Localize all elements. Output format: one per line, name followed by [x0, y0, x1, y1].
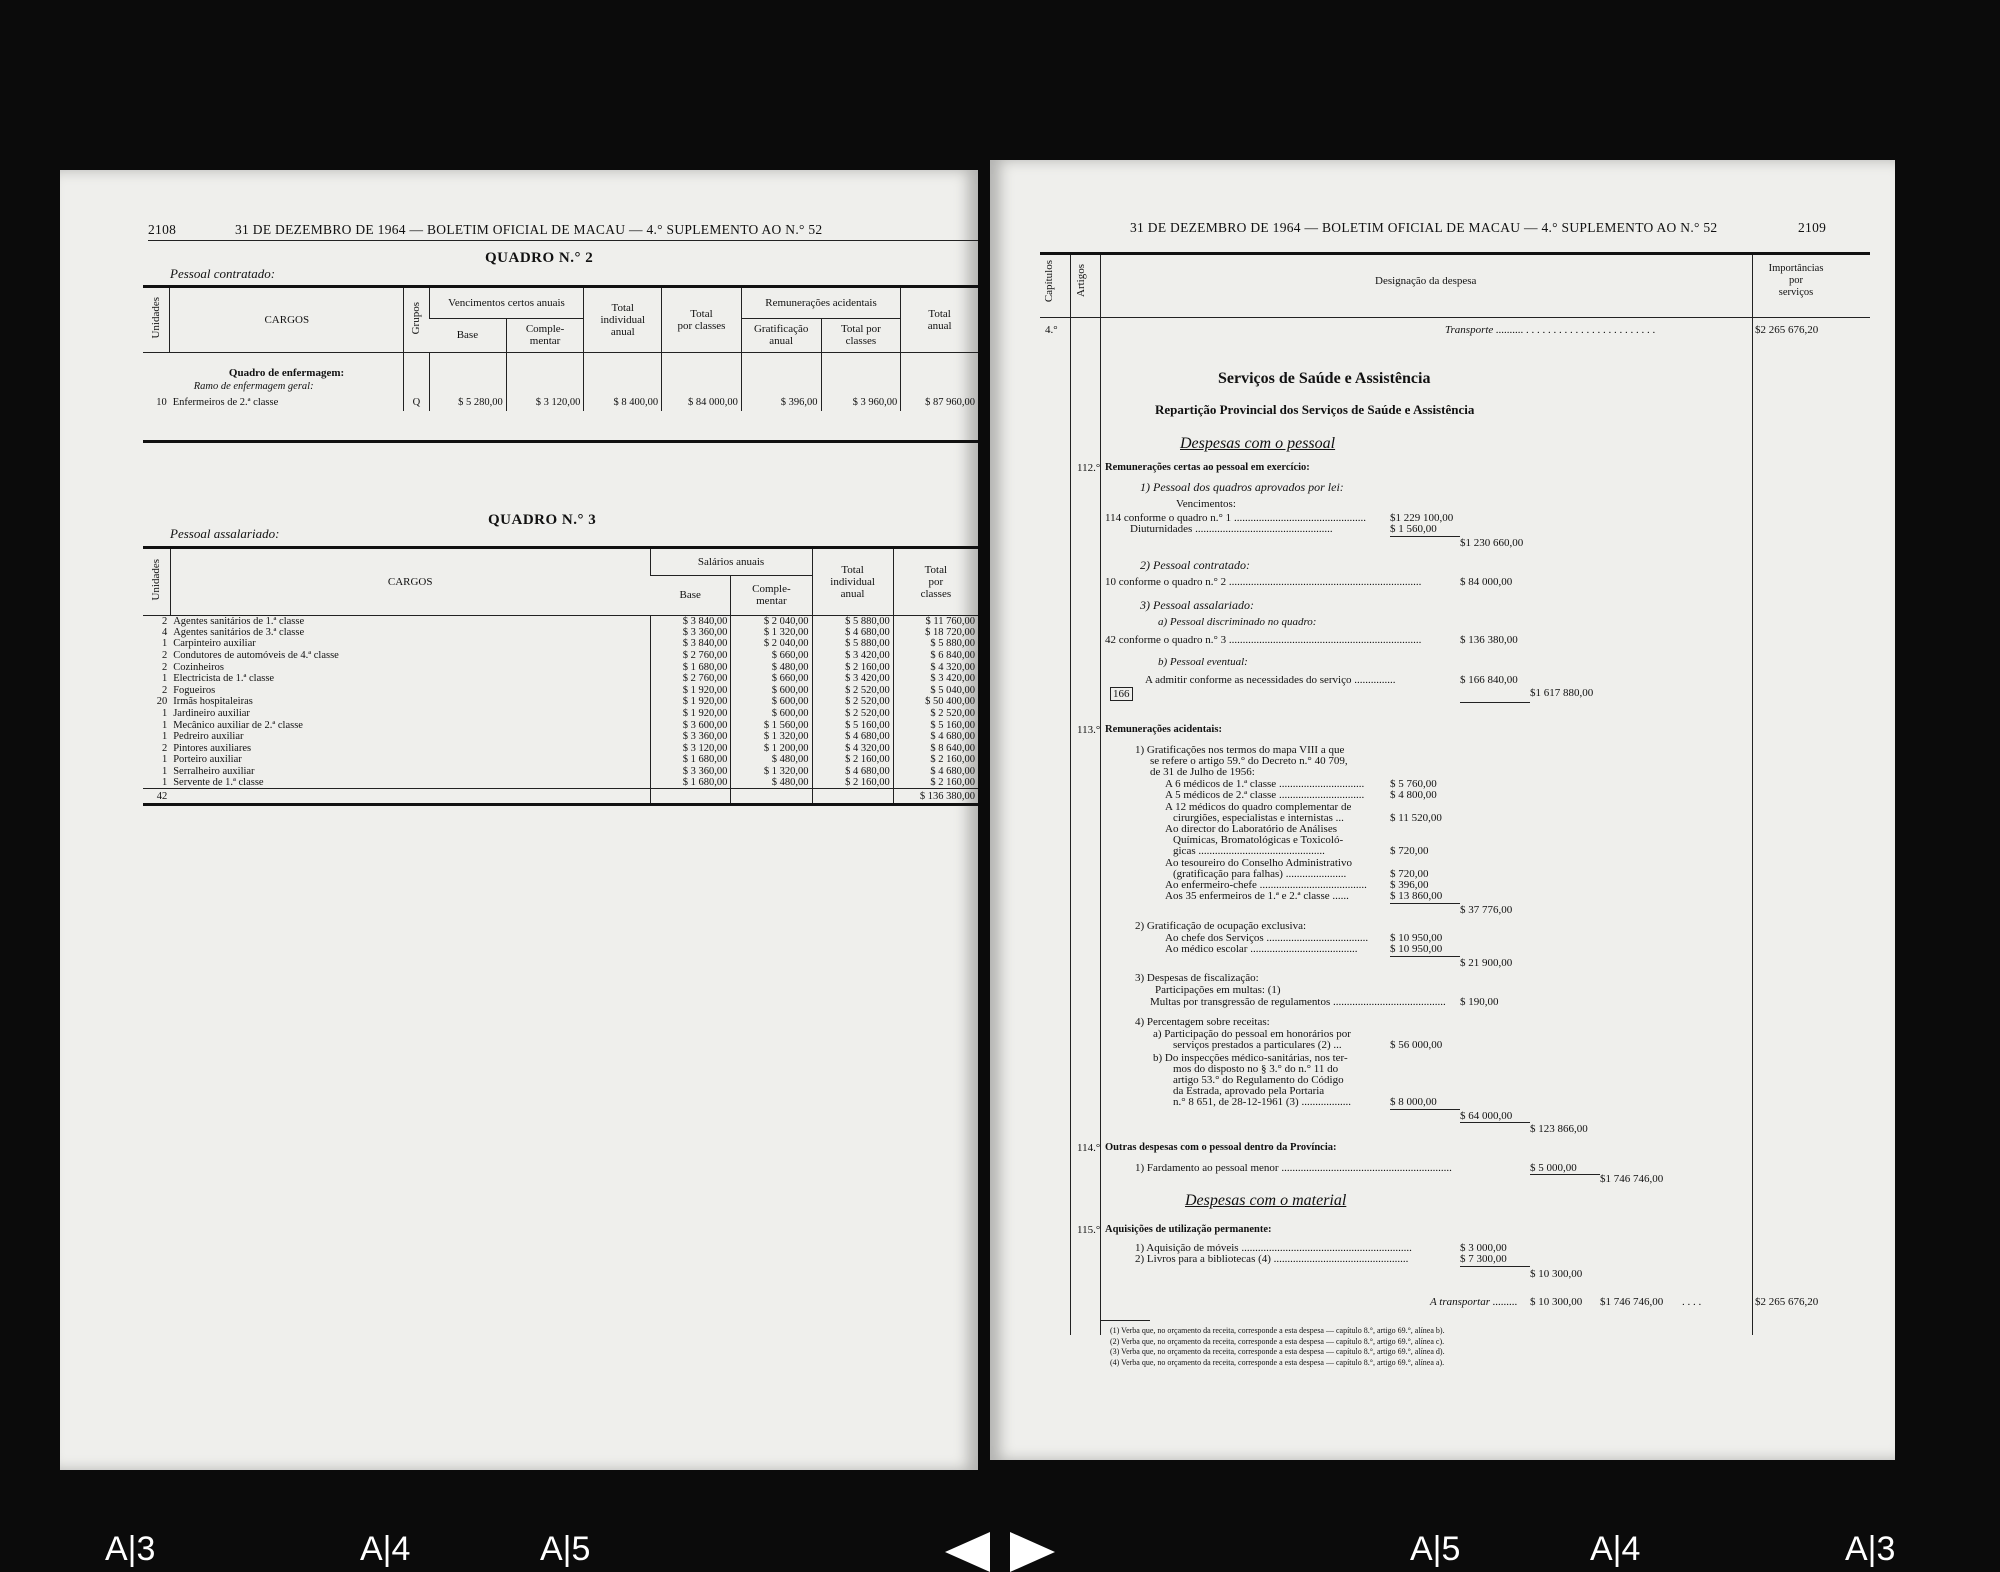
item: gicas ..............................................: [1173, 845, 1325, 857]
film-strip: [0, 1528, 2000, 1572]
cell-ti: $ 4 320,00: [812, 743, 893, 755]
item: Aos 35 enfermeiros de 1.ª e 2.ª classe ......: [1165, 890, 1349, 902]
quadro2-bottom-rule: [143, 440, 978, 443]
col-total-individual: Total individual anual: [584, 288, 662, 352]
table-row: [143, 743, 978, 755]
item: 2) Pessoal contratado:: [1140, 558, 1250, 572]
col-rule: [1752, 255, 1753, 1335]
article-number: 113.°: [1077, 724, 1101, 736]
amount: $ 4 800,00: [1390, 789, 1437, 801]
cell-tc: $ 2 160,00: [893, 777, 978, 789]
cell-empty: [812, 789, 893, 805]
left-page: [60, 170, 978, 1470]
cell-total: $ 136 380,00: [893, 789, 978, 805]
cell-u: 2: [161, 742, 168, 754]
cell-compl: $ 480,00: [731, 661, 812, 673]
item: 1) Aquisição de móveis ..............................................................: [1135, 1242, 1412, 1254]
item: 3) Despesas de fiscalização:: [1135, 972, 1259, 984]
amount: $ 396,00: [1390, 879, 1429, 891]
quadro3-title: QUADRO N.° 3: [488, 512, 597, 528]
item: Ao chefe dos Serviços .....................................: [1165, 932, 1369, 944]
amount: $ 13 860,00: [1390, 890, 1443, 902]
cell-ti: $ 5 880,00: [812, 638, 893, 650]
header-rule: [148, 240, 978, 241]
section-enfermagem: Quadro de enfermagem:: [228, 366, 345, 379]
cell-u: 1: [161, 777, 168, 789]
cell-tc: $ 2 160,00: [893, 754, 978, 766]
transporte-value: $2 265 676,20: [1755, 324, 1819, 336]
film-mark: A|5: [1410, 1530, 1461, 1568]
quadro2-subtitle: Pessoal contratado:: [170, 266, 276, 281]
footnote: (4) Verba que, no orçamento da receita, corresponde a esta despesa — capítulo 8.°, artigo 69.°, alínea a).: [1110, 1357, 1445, 1367]
cell-u: 1: [161, 673, 168, 685]
notes-rule: [1100, 1320, 1150, 1321]
cell-base: $ 1 920,00: [650, 685, 731, 697]
dots: . . . .: [1682, 1296, 1702, 1308]
cell-compl: $ 1 320,00: [731, 731, 812, 743]
col-total-classes: Total por classes: [893, 549, 978, 615]
cell-empty: [650, 789, 731, 805]
footnote: (3) Verba que, no orçamento da receita, corresponde a esta despesa — capítulo 8.°, artigo 69.°, alínea d).: [1110, 1347, 1445, 1356]
item: 42 conforme o quadro n.° 3 ......................................................................: [1105, 634, 1422, 646]
table-row: [143, 719, 978, 731]
item: 10 conforme o quadro n.° 2 ......................................................................: [1105, 576, 1422, 588]
item: artigo 53.° do Regulamento do Código: [1173, 1074, 1344, 1086]
item: 1) Fardamento ao pessoal menor ..............................................................: [1135, 1162, 1452, 1174]
table-row: [143, 708, 978, 720]
item: A 5 médicos de 2.ª classe ...............................: [1165, 789, 1365, 801]
sum-rule: [1390, 1109, 1460, 1110]
cell-compl: $ 600,00: [731, 708, 812, 720]
transporte-label: Transporte .......... . . . . . . . . . . . . . . . . . . . . . . . .: [1445, 324, 1656, 336]
cell-base: $ 1 680,00: [650, 777, 731, 789]
cell-base: $ 5 280,00: [429, 395, 506, 411]
section-title: Serviços de Saúde e Assistência: [1218, 370, 1431, 387]
cell-ti: $ 2 160,00: [812, 754, 893, 766]
right-page: [990, 160, 1895, 1460]
col-rule: [1100, 255, 1101, 1335]
cell-cargo: Cozinheiros: [173, 661, 224, 673]
cell-compl: $ 660,00: [731, 673, 812, 685]
col-salarios: Salários anuais: [650, 549, 812, 575]
cell-base: $ 3 840,00: [650, 615, 731, 627]
cell-ti: $ 2 520,00: [812, 696, 893, 708]
cell-cargo: Fogueiros: [173, 684, 216, 696]
film-mark: A|3: [1845, 1530, 1896, 1568]
sum-rule: [1460, 1122, 1530, 1123]
amount: $ 5 760,00: [1390, 778, 1437, 790]
capitulos-header: Capítulos: [1043, 260, 1055, 303]
sum-rule: [1460, 702, 1530, 703]
cell-total-unidades: 42: [156, 790, 168, 802]
quadro3-subtitle: Pessoal assalariado:: [170, 526, 280, 541]
cell-u: 4: [161, 626, 168, 638]
cell-base: $ 1 680,00: [650, 661, 731, 673]
item: A admitir conforme as necessidades do serviço ...............: [1145, 674, 1396, 686]
cell-cargo: Pedreiro auxiliar: [173, 731, 244, 743]
item: b) Do inspecções médico-sanitárias, nos ter-: [1153, 1052, 1348, 1064]
cell-u: 2: [161, 684, 168, 696]
cell-ti: $ 4 680,00: [812, 627, 893, 639]
table-row: [143, 731, 978, 743]
cell-tc: $ 6 840,00: [893, 650, 978, 662]
item: Diuturnidades ..................................................: [1130, 523, 1333, 535]
amount: $ 10 950,00: [1390, 932, 1443, 944]
arrow-left-icon: [945, 1532, 990, 1572]
cell-base: $ 1 680,00: [650, 754, 731, 766]
cell-ti: $ 5 880,00: [812, 615, 893, 627]
cell-compl: $ 1 200,00: [731, 743, 812, 755]
cell-cargo: Condutores de automóveis de 4.ª classe: [173, 650, 339, 662]
cell-ti: $ 3 420,00: [812, 650, 893, 662]
col-complementar: Comple- mentar: [506, 318, 584, 352]
amount: $ 136 380,00: [1460, 634, 1518, 646]
designacao-header: Designação da despesa: [1375, 275, 1477, 287]
item: Ao enfermeiro-chefe .......................................: [1165, 879, 1367, 891]
item: 2) Livros para a bibliotecas (4) .................................................: [1135, 1253, 1409, 1265]
cell-compl: $ 1 560,00: [731, 719, 812, 731]
amount: $ 720,00: [1390, 845, 1429, 857]
total-row: [143, 789, 978, 805]
quadro2-table: [143, 288, 978, 411]
col-cargos: CARGOS: [170, 549, 650, 615]
cell-cargo: Porteiro auxiliar: [173, 754, 242, 766]
amount: $ 11 520,00: [1390, 812, 1442, 824]
cell-tc: $ 4 680,00: [893, 731, 978, 743]
cell-u: 2: [161, 661, 168, 673]
table-row: [143, 673, 978, 685]
film-mark: A|4: [360, 1530, 411, 1568]
item: Multas por transgressão de regulamentos .........................................: [1150, 996, 1446, 1008]
sum-rule: [1530, 1174, 1600, 1175]
cell-base: $ 3 840,00: [650, 638, 731, 650]
cell-u: 1: [161, 708, 168, 720]
col-complementar: Comple- mentar: [731, 575, 812, 615]
article-title: Outras despesas com o pessoal dentro da Província:: [1105, 1142, 1337, 1153]
cell-cargo: Carpinteiro auxiliar: [173, 638, 256, 650]
cell-base: $ 3 600,00: [650, 719, 731, 731]
amount: $2 265 676,20: [1755, 1296, 1819, 1308]
item: Participações em multas: (1): [1155, 984, 1281, 996]
cell-tc: $ 50 400,00: [893, 696, 978, 708]
cell-ti: $ 4 680,00: [812, 766, 893, 778]
amount: $ 37 776,00: [1460, 904, 1513, 916]
cell-cargo: Jardineiro auxiliar: [173, 708, 250, 720]
amount: $ 10 300,00: [1530, 1268, 1583, 1280]
film-mark: A|4: [1590, 1530, 1641, 1568]
item: 166: [1110, 687, 1133, 701]
cell-u: 20: [156, 696, 168, 708]
item: n.° 8 651, de 28-12-1961 (3) ..................: [1173, 1096, 1351, 1108]
cell-u: 1: [161, 638, 168, 650]
cell-cargo: Servente de 1.ª classe: [173, 777, 264, 789]
cell-tc: $ 18 720,00: [893, 627, 978, 639]
sum-rule: [1390, 536, 1460, 537]
article-title: Remunerações certas ao pessoal em exercício:: [1105, 462, 1310, 473]
item: da Estrada, aprovado pela Portaria: [1173, 1085, 1325, 1097]
cell-ti: $ 4 680,00: [812, 731, 893, 743]
footnote: (1) Verba que, no orçamento da receita, corresponde a esta despesa — capítulo 8.°, artigo 69.°, alínea b).: [1110, 1326, 1445, 1335]
col-total-individual: Total individual anual: [812, 549, 893, 615]
transportar-label: A transportar .........: [1430, 1296, 1518, 1308]
sum-rule: [1460, 1266, 1530, 1267]
cell-u: 1: [161, 754, 168, 766]
table-row: [143, 627, 978, 639]
cell-tc: $ 5 880,00: [893, 638, 978, 650]
cell-ti: $ 5 160,00: [812, 719, 893, 731]
table-row: [143, 650, 978, 662]
header-bottom-rule: [1040, 317, 1870, 318]
col-grupos: Grupos: [410, 302, 423, 335]
cell-total-anual: $ 87 960,00: [901, 395, 978, 411]
article-number: 112.°: [1077, 462, 1101, 474]
artigos-header: Artigos: [1075, 264, 1087, 297]
subsection-geral: Ramo de enfermagem geral:: [193, 381, 314, 392]
cell-base: $ 3 360,00: [650, 766, 731, 778]
amount: $ 720,00: [1390, 868, 1429, 880]
cell-compl: $ 2 040,00: [731, 615, 812, 627]
amount: $ 8 000,00: [1390, 1096, 1437, 1108]
cell-base: $ 3 120,00: [650, 743, 731, 755]
cell-ti: $ 3 420,00: [812, 673, 893, 685]
cell-ti: $ 2 160,00: [812, 661, 893, 673]
cell-compl: $ 600,00: [731, 685, 812, 697]
cell-tc: $ 3 420,00: [893, 673, 978, 685]
col-vencimentos: Vencimentos certos anuais: [429, 288, 584, 318]
sum-rule: [1390, 903, 1460, 904]
cell-compl: $ 480,00: [731, 777, 812, 789]
table-row: [143, 766, 978, 778]
amount: $1 229 100,00: [1390, 512, 1454, 524]
film-mark: A|5: [540, 1530, 591, 1568]
cell-ti: $ 2 520,00: [812, 685, 893, 697]
arrow-right-icon: [1010, 1532, 1055, 1572]
item: 1) Pessoal dos quadros aprovados por lei:: [1140, 480, 1344, 494]
table-row: [143, 615, 978, 627]
item: 4) Percentagem sobre receitas:: [1135, 1016, 1270, 1028]
cell-total-cls2: $ 3 960,00: [821, 395, 901, 411]
item: 2) Gratificação de ocupação exclusiva:: [1135, 920, 1307, 932]
chapter-number: 4.°: [1045, 324, 1058, 336]
cell-ti: $ 2 160,00: [812, 777, 893, 789]
cell-tc: $ 4 680,00: [893, 766, 978, 778]
amount: $ 7 300,00: [1460, 1253, 1507, 1265]
cell-tc: $ 11 760,00: [893, 615, 978, 627]
footnote: (2) Verba que, no orçamento da receita, corresponde a esta despesa — capítulo 8.°, artigo 69.°, alínea c).: [1110, 1336, 1445, 1346]
item: A 6 médicos de 1.ª classe ...............................: [1165, 778, 1365, 790]
running-header: 31 DE DEZEMBRO DE 1964 — BOLETIM OFICIAL DE MACAU — 4.° SUPLEMENTO AO N.° 52: [235, 222, 823, 237]
amount: $ 10 300,00: [1530, 1296, 1583, 1308]
item: b) Pessoal eventual:: [1158, 656, 1248, 668]
cell-base: $ 1 920,00: [650, 708, 731, 720]
cell-base: $ 2 760,00: [650, 673, 731, 685]
item: A 12 médicos do quadro complementar de: [1165, 801, 1352, 813]
item: se refere o artigo 59.° do Decreto n.° 40 709,: [1150, 755, 1348, 767]
amount: $ 10 950,00: [1390, 943, 1443, 955]
quadro3-table: [143, 549, 978, 806]
item: Ao director do Laboratório de Análises: [1165, 823, 1337, 835]
cell-compl: $ 600,00: [731, 696, 812, 708]
section-subtitle: Repartição Provincial dos Serviços de Saúde e Assistência: [1155, 402, 1475, 417]
amount: $ 123 866,00: [1530, 1123, 1588, 1135]
cell-cargo: Serralheiro auxiliar: [173, 766, 255, 778]
item: Vencimentos:: [1176, 498, 1236, 510]
table-row: [143, 395, 978, 411]
cell-tc: $ 5 040,00: [893, 685, 978, 697]
amount: $ 56 000,00: [1390, 1039, 1443, 1051]
running-header: 31 DE DEZEMBRO DE 1964 — BOLETIM OFICIAL DE MACAU — 4.° SUPLEMENTO AO N.° 52: [1130, 220, 1718, 235]
cell-cargo: Irmãs hospitaleiras: [173, 696, 253, 708]
amount: $1 230 660,00: [1460, 537, 1524, 549]
col-rule: [1070, 255, 1071, 1335]
table-row: [143, 754, 978, 766]
cell-grupo: Q: [404, 395, 429, 411]
item: Ao médico escolar .......................................: [1165, 943, 1358, 955]
page-number: 2109: [1798, 220, 1827, 235]
page-number: 2108: [148, 222, 177, 237]
col-remuneracoes: Remunerações acidentais: [741, 288, 900, 318]
cell-cargo: Enfermeiros de 2.ª classe: [172, 397, 279, 408]
col-total-classes-2: Total por classes: [821, 318, 901, 352]
item: (gratificação para falhas) ......................: [1173, 868, 1347, 880]
amount: $ 84 000,00: [1460, 576, 1513, 588]
col-cargos: CARGOS: [170, 288, 404, 352]
cell-u: 1: [161, 766, 168, 778]
item: 3) Pessoal assalariado:: [1140, 598, 1254, 612]
cell-tc: $ 2 520,00: [893, 708, 978, 720]
cell-empty: [170, 789, 650, 805]
sum-rule: [1390, 956, 1460, 957]
article-number: 115.°: [1077, 1224, 1101, 1236]
table-row: [143, 696, 978, 708]
item: Químicas, Bromatológicas e Toxicoló-: [1173, 834, 1344, 846]
col-gratificacao: Gratificação anual: [741, 318, 821, 352]
cell-tc: $ 5 160,00: [893, 719, 978, 731]
cell-u: 1: [161, 731, 168, 743]
cell-unidades: 10: [156, 397, 167, 408]
article-title: Remunerações acidentais:: [1105, 724, 1222, 735]
amount: $1 617 880,00: [1530, 687, 1594, 699]
col-unidades: Unidades: [150, 559, 163, 602]
cell-u: 2: [161, 615, 168, 627]
cell-base: $ 1 920,00: [650, 696, 731, 708]
cell-base: $ 3 360,00: [650, 627, 731, 639]
importancias-header: Importâncias por serviços: [1768, 263, 1824, 298]
cell-compl: $ 2 040,00: [731, 638, 812, 650]
cell-u: 1: [161, 719, 168, 731]
table-row: [143, 777, 978, 789]
item: 114 conforme o quadro n.° 1 ................................................: [1105, 512, 1366, 524]
cell-cargo: Electricista de 1.ª classe: [173, 673, 275, 685]
table-row: [143, 661, 978, 673]
amount: $ 190,00: [1460, 996, 1499, 1008]
cell-grat: $ 396,00: [741, 395, 821, 411]
table-row: [143, 638, 978, 650]
cell-cargo: Agentes sanitários de 3.ª classe: [173, 626, 305, 638]
item: 1) Gratificações nos termos do mapa VIII a que: [1135, 744, 1345, 756]
cell-compl: $ 480,00: [731, 754, 812, 766]
desp-pessoal-heading: Despesas com o pessoal: [1180, 435, 1336, 452]
cell-base: $ 3 360,00: [650, 731, 731, 743]
footnotes: [1110, 1326, 1445, 1368]
amount: $ 21 900,00: [1460, 957, 1513, 969]
article-number: 114.°: [1077, 1142, 1101, 1154]
film-mark: A|3: [105, 1530, 156, 1568]
amount: $ 5 000,00: [1530, 1162, 1577, 1174]
col-base: Base: [650, 575, 731, 615]
cell-compl: $ 1 320,00: [731, 766, 812, 778]
col-total-anual: Total anual: [901, 288, 978, 352]
desp-material-heading: Despesas com o material: [1185, 1192, 1347, 1209]
cell-total-ind: $ 8 400,00: [584, 395, 662, 411]
cell-tc: $ 8 640,00: [893, 743, 978, 755]
cell-cargo: Pintores auxiliares: [173, 742, 252, 754]
amount: $1 746 746,00: [1600, 1296, 1664, 1308]
cell-total-cls: $ 84 000,00: [662, 395, 742, 411]
cell-compl: $ 660,00: [731, 650, 812, 662]
cell-base: $ 2 760,00: [650, 650, 731, 662]
item: de 31 de Julho de 1956:: [1150, 766, 1255, 778]
cell-u: 2: [161, 650, 168, 662]
amount: $ 64 000,00: [1460, 1110, 1513, 1122]
cell-compl: $ 1 320,00: [731, 627, 812, 639]
cell-cargo: Mecânico auxiliar de 2.ª classe: [173, 719, 303, 731]
amount: $ 166 840,00: [1460, 674, 1518, 686]
col-total-classes: Total por classes: [662, 288, 742, 352]
item: serviços prestados a particulares (2) ...: [1173, 1039, 1342, 1051]
item: a) Participação do pessoal em honorários por: [1153, 1028, 1351, 1040]
cell-ti: $ 2 520,00: [812, 708, 893, 720]
amount: $1 746 746,00: [1600, 1173, 1664, 1185]
item: a) Pessoal discriminado no quadro:: [1158, 616, 1317, 628]
cell-compl: $ 3 120,00: [506, 395, 584, 411]
item: Ao tesoureiro do Conselho Administrativo: [1165, 857, 1352, 869]
cell-tc: $ 4 320,00: [893, 661, 978, 673]
col-unidades: Unidades: [150, 297, 163, 340]
amount: $ 1 560,00: [1390, 523, 1437, 535]
article-title: Aquisições de utilização permanente:: [1105, 1224, 1272, 1235]
cell-empty: [731, 789, 812, 805]
item: cirurgiões, especialistas e internistas ...: [1173, 812, 1344, 824]
item: mos do disposto no § 3.° do n.° 11 do: [1173, 1063, 1339, 1075]
quadro2-title: QUADRO N.° 2: [485, 250, 594, 266]
cell-cargo: Agentes sanitários de 1.ª classe: [173, 615, 305, 627]
amount: $ 3 000,00: [1460, 1242, 1507, 1254]
col-base: Base: [429, 318, 506, 352]
table-row: [143, 685, 978, 697]
header-rule: [1040, 252, 1870, 255]
